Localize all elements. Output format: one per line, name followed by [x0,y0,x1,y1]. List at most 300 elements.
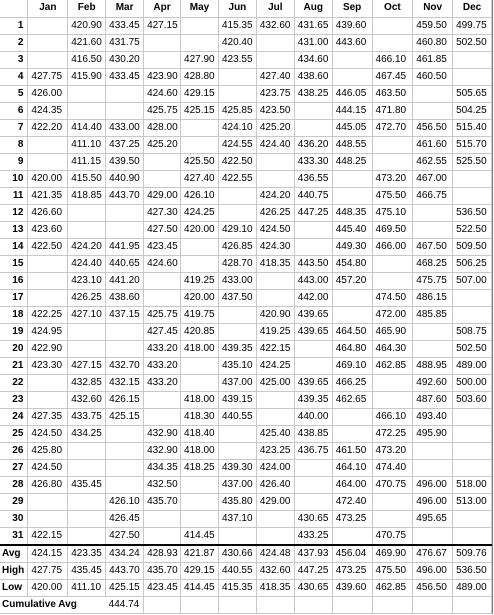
price-cell[interactable]: 496.00 [413,493,453,510]
price-cell[interactable]: 464.10 [332,459,372,476]
price-cell[interactable]: 469.50 [372,221,413,238]
price-cell[interactable]: 425.20 [256,119,294,136]
price-cell[interactable] [68,527,106,545]
price-cell[interactable]: 464.30 [372,340,413,357]
price-cell[interactable]: 427.35 [28,408,68,425]
price-cell[interactable] [372,510,413,527]
price-cell[interactable]: 418.25 [181,459,219,476]
summary-cell[interactable]: 475.50 [372,562,413,579]
price-cell[interactable]: 427.75 [28,68,68,85]
price-cell[interactable] [106,340,144,357]
price-cell[interactable] [106,221,144,238]
price-cell[interactable] [256,153,294,170]
price-cell[interactable]: 433.45 [106,17,144,34]
price-cell[interactable]: 462.65 [332,391,372,408]
price-cell[interactable]: 473.20 [372,170,413,187]
price-cell[interactable]: 414.45 [181,527,219,545]
price-cell[interactable]: 425.75 [144,306,181,323]
price-cell[interactable] [144,408,181,425]
price-cell[interactable]: 435.70 [144,493,181,510]
price-cell[interactable]: 433.20 [144,340,181,357]
summary-cell[interactable]: 536.50 [453,562,492,579]
price-cell[interactable]: 422.15 [28,527,68,545]
price-cell[interactable]: 423.50 [256,102,294,119]
price-cell[interactable] [106,85,144,102]
price-cell[interactable]: 469.10 [332,357,372,374]
price-cell[interactable]: 461.50 [332,442,372,459]
price-cell[interactable]: 429.00 [256,493,294,510]
price-cell[interactable]: 423.10 [68,272,106,289]
price-cell[interactable] [218,425,256,442]
price-cell[interactable]: 434.25 [68,425,106,442]
price-cell[interactable] [453,527,492,545]
price-cell[interactable]: 439.35 [218,340,256,357]
price-cell[interactable] [413,340,453,357]
price-cell[interactable] [68,221,106,238]
price-cell[interactable] [332,187,372,204]
price-cell[interactable]: 421.60 [68,34,106,51]
price-cell[interactable] [453,187,492,204]
price-cell[interactable]: 440.75 [294,187,332,204]
price-cell[interactable]: 431.00 [294,34,332,51]
price-cell[interactable] [144,170,181,187]
price-cell[interactable]: 418.85 [68,187,106,204]
price-cell[interactable]: 471.80 [372,102,413,119]
summary-cell[interactable]: 434.24 [106,545,144,563]
price-cell[interactable] [181,238,219,255]
price-cell[interactable]: 427.15 [144,17,181,34]
price-cell[interactable]: 460.80 [413,34,453,51]
summary-cell[interactable]: 430.66 [218,545,256,563]
price-cell[interactable]: 424.25 [256,357,294,374]
price-cell[interactable]: 456.50 [413,119,453,136]
price-cell[interactable] [256,170,294,187]
price-cell[interactable]: 411.10 [68,136,106,153]
price-cell[interactable]: 437.50 [218,289,256,306]
summary-cell[interactable]: 456.04 [332,545,372,563]
price-cell[interactable]: 492.60 [413,374,453,391]
summary-cell[interactable]: 418.35 [256,579,294,596]
price-cell[interactable] [372,34,413,51]
price-cell[interactable]: 422.90 [28,340,68,357]
price-cell[interactable]: 426.00 [28,85,68,102]
price-cell[interactable] [294,238,332,255]
price-cell[interactable] [332,289,372,306]
price-cell[interactable]: 442.00 [294,289,332,306]
price-cell[interactable]: 502.50 [453,34,492,51]
price-cell[interactable] [294,493,332,510]
summary-cell[interactable]: 439.60 [332,579,372,596]
price-cell[interactable]: 426.15 [106,391,144,408]
price-cell[interactable]: 488.95 [413,357,453,374]
price-cell[interactable] [372,493,413,510]
price-cell[interactable] [332,408,372,425]
price-cell[interactable] [28,51,68,68]
column-header-sep[interactable]: Sep [332,0,372,17]
price-cell[interactable]: 441.20 [106,272,144,289]
price-cell[interactable]: 444.15 [332,102,372,119]
price-cell[interactable]: 422.50 [28,238,68,255]
empty-cell[interactable] [144,596,181,613]
summary-cell[interactable]: 430.65 [294,579,332,596]
price-cell[interactable]: 466.75 [413,187,453,204]
price-cell[interactable] [413,221,453,238]
price-cell[interactable]: 432.90 [144,425,181,442]
price-cell[interactable] [68,459,106,476]
summary-cell[interactable]: 443.70 [106,562,144,579]
price-cell[interactable]: 500.00 [453,374,492,391]
price-cell[interactable] [453,170,492,187]
price-cell[interactable]: 436.75 [294,442,332,459]
price-cell[interactable]: 518.00 [453,476,492,493]
price-cell[interactable]: 422.25 [28,306,68,323]
column-header-apr[interactable]: Apr [144,0,181,17]
price-cell[interactable]: 472.40 [332,493,372,510]
price-cell[interactable]: 426.25 [256,204,294,221]
price-cell[interactable]: 418.30 [181,408,219,425]
price-cell[interactable]: 423.90 [144,68,181,85]
price-cell[interactable]: 433.30 [294,153,332,170]
summary-cell[interactable]: 424.15 [28,545,68,563]
price-cell[interactable]: 433.20 [144,357,181,374]
price-cell[interactable]: 468.25 [413,255,453,272]
price-cell[interactable] [218,323,256,340]
summary-cell[interactable]: 447.25 [294,562,332,579]
price-cell[interactable] [28,289,68,306]
price-cell[interactable]: 424.50 [28,459,68,476]
price-cell[interactable]: 475.75 [413,272,453,289]
empty-cell[interactable] [453,596,492,613]
price-cell[interactable] [372,391,413,408]
price-cell[interactable]: 448.25 [332,153,372,170]
price-cell[interactable]: 434.60 [294,51,332,68]
price-cell[interactable]: 424.55 [218,136,256,153]
price-cell[interactable]: 426.40 [256,476,294,493]
price-cell[interactable] [28,17,68,34]
price-cell[interactable]: 462.55 [413,153,453,170]
column-header-feb[interactable]: Feb [68,0,106,17]
price-cell[interactable] [68,442,106,459]
price-cell[interactable] [413,459,453,476]
price-cell[interactable]: 439.35 [294,391,332,408]
price-cell[interactable] [372,255,413,272]
price-cell[interactable]: 464.80 [332,340,372,357]
price-cell[interactable]: 475.50 [372,187,413,204]
price-cell[interactable]: 447.25 [294,204,332,221]
price-cell[interactable]: 425.80 [28,442,68,459]
price-cell[interactable]: 429.00 [144,187,181,204]
price-cell[interactable] [256,272,294,289]
summary-cell[interactable]: 411.10 [68,579,106,596]
summary-cell[interactable]: 437.93 [294,545,332,563]
price-cell[interactable]: 470.75 [372,527,413,545]
price-cell[interactable] [144,153,181,170]
price-cell[interactable]: 419.75 [181,306,219,323]
price-cell[interactable]: 433.45 [106,68,144,85]
price-cell[interactable]: 433.20 [144,374,181,391]
price-cell[interactable] [144,289,181,306]
column-header-dec[interactable]: Dec [453,0,492,17]
price-cell[interactable]: 446.05 [332,85,372,102]
price-cell[interactable] [413,442,453,459]
summary-cell[interactable]: 462.85 [372,579,413,596]
price-cell[interactable] [28,136,68,153]
price-cell[interactable]: 415.50 [68,170,106,187]
price-cell[interactable]: 525.50 [453,153,492,170]
price-cell[interactable]: 503.60 [453,391,492,408]
price-cell[interactable]: 425.20 [144,136,181,153]
price-cell[interactable]: 418.40 [181,425,219,442]
price-cell[interactable]: 433.25 [294,527,332,545]
price-cell[interactable]: 457.20 [332,272,372,289]
price-cell[interactable]: 441.95 [106,238,144,255]
price-cell[interactable]: 440.00 [294,408,332,425]
price-cell[interactable]: 467.45 [372,68,413,85]
price-cell[interactable] [28,255,68,272]
price-cell[interactable] [453,289,492,306]
price-cell[interactable]: 432.60 [256,17,294,34]
price-cell[interactable]: 474.50 [372,289,413,306]
price-cell[interactable]: 507.00 [453,272,492,289]
column-header-nov[interactable]: Nov [413,0,453,17]
price-cell[interactable]: 496.00 [413,476,453,493]
price-cell[interactable] [28,34,68,51]
summary-cell[interactable]: 423.45 [144,579,181,596]
price-cell[interactable] [453,425,492,442]
price-cell[interactable]: 420.00 [28,170,68,187]
price-cell[interactable]: 424.60 [144,255,181,272]
price-cell[interactable]: 427.30 [144,204,181,221]
price-cell[interactable]: 515.40 [453,119,492,136]
price-cell[interactable] [413,85,453,102]
price-cell[interactable] [106,476,144,493]
price-cell[interactable]: 426.80 [28,476,68,493]
price-cell[interactable]: 427.15 [68,357,106,374]
price-cell[interactable]: 502.50 [453,340,492,357]
price-cell[interactable]: 428.80 [181,68,219,85]
price-cell[interactable] [256,408,294,425]
price-cell[interactable] [332,51,372,68]
price-cell[interactable] [181,34,219,51]
price-cell[interactable]: 419.25 [181,272,219,289]
price-cell[interactable]: 499.75 [453,17,492,34]
price-cell[interactable] [332,306,372,323]
price-cell[interactable] [453,459,492,476]
summary-cell[interactable]: 435.70 [144,562,181,579]
price-cell[interactable] [181,357,219,374]
price-cell[interactable]: 426.10 [181,187,219,204]
price-cell[interactable]: 445.05 [332,119,372,136]
summary-cell[interactable]: 423.35 [68,545,106,563]
price-cell[interactable] [256,510,294,527]
price-cell[interactable] [256,51,294,68]
price-cell[interactable]: 448.35 [332,204,372,221]
price-cell[interactable]: 420.90 [256,306,294,323]
price-cell[interactable] [413,527,453,545]
price-cell[interactable]: 443.00 [294,272,332,289]
price-cell[interactable]: 418.00 [181,442,219,459]
price-cell[interactable]: 430.20 [106,51,144,68]
price-cell[interactable] [144,34,181,51]
price-cell[interactable]: 440.65 [106,255,144,272]
price-cell[interactable]: 443.70 [106,187,144,204]
summary-cell[interactable]: 440.55 [218,562,256,579]
price-cell[interactable]: 422.20 [28,119,68,136]
cumulative-value[interactable]: 444.74 [106,596,144,613]
price-cell[interactable]: 486.15 [413,289,453,306]
empty-cell[interactable] [218,596,256,613]
price-cell[interactable]: 428.70 [218,255,256,272]
price-cell[interactable] [28,391,68,408]
price-cell[interactable]: 414.40 [68,119,106,136]
price-cell[interactable]: 424.20 [256,187,294,204]
summary-cell[interactable]: 456.50 [413,579,453,596]
summary-cell[interactable]: 428.93 [144,545,181,563]
price-cell[interactable]: 489.00 [453,357,492,374]
price-cell[interactable]: 448.55 [332,136,372,153]
price-cell[interactable] [181,374,219,391]
price-cell[interactable]: 437.25 [106,136,144,153]
price-cell[interactable]: 432.85 [68,374,106,391]
column-header-oct[interactable]: Oct [372,0,413,17]
price-cell[interactable]: 432.90 [144,442,181,459]
summary-cell[interactable]: 435.45 [68,562,106,579]
price-cell[interactable]: 474.40 [372,459,413,476]
price-cell[interactable]: 418.00 [181,340,219,357]
price-cell[interactable] [106,102,144,119]
price-cell[interactable]: 418.35 [256,255,294,272]
price-cell[interactable]: 429.10 [218,221,256,238]
price-cell[interactable]: 429.15 [181,85,219,102]
price-cell[interactable] [413,323,453,340]
price-cell[interactable]: 424.35 [28,102,68,119]
price-cell[interactable]: 420.85 [181,323,219,340]
price-cell[interactable]: 419.25 [256,323,294,340]
price-cell[interactable]: 427.40 [181,170,219,187]
price-cell[interactable]: 435.80 [218,493,256,510]
price-cell[interactable]: 504.25 [453,102,492,119]
summary-cell[interactable]: 473.25 [332,562,372,579]
empty-cell[interactable] [372,596,413,613]
price-cell[interactable] [181,136,219,153]
price-cell[interactable]: 464.00 [332,476,372,493]
price-cell[interactable]: 428.00 [144,119,181,136]
price-cell[interactable]: 493.40 [413,408,453,425]
price-cell[interactable]: 485.85 [413,306,453,323]
price-cell[interactable] [372,374,413,391]
price-cell[interactable]: 426.60 [28,204,68,221]
price-cell[interactable]: 506.25 [453,255,492,272]
summary-cell[interactable]: 432.60 [256,562,294,579]
price-cell[interactable]: 487.60 [413,391,453,408]
price-cell[interactable]: 461.60 [413,136,453,153]
price-cell[interactable]: 508.75 [453,323,492,340]
price-cell[interactable] [256,391,294,408]
price-cell[interactable]: 424.60 [144,85,181,102]
price-cell[interactable]: 473.20 [372,442,413,459]
price-cell[interactable] [218,306,256,323]
price-cell[interactable]: 435.45 [68,476,106,493]
price-cell[interactable]: 427.50 [144,221,181,238]
price-cell[interactable] [453,408,492,425]
price-cell[interactable] [144,391,181,408]
price-cell[interactable]: 423.25 [256,442,294,459]
price-cell[interactable]: 462.85 [372,357,413,374]
price-cell[interactable]: 431.75 [106,34,144,51]
price-cell[interactable] [453,442,492,459]
price-cell[interactable]: 464.50 [332,323,372,340]
price-cell[interactable]: 411.15 [68,153,106,170]
price-cell[interactable] [181,17,219,34]
price-cell[interactable] [218,68,256,85]
price-cell[interactable] [28,272,68,289]
price-cell[interactable] [372,272,413,289]
price-cell[interactable] [332,68,372,85]
price-cell[interactable] [218,527,256,545]
price-cell[interactable] [106,204,144,221]
price-cell[interactable]: 427.90 [181,51,219,68]
price-cell[interactable]: 430.65 [294,510,332,527]
price-cell[interactable]: 466.10 [372,51,413,68]
price-cell[interactable]: 465.90 [372,323,413,340]
price-cell[interactable]: 461.85 [413,51,453,68]
price-cell[interactable]: 439.60 [332,17,372,34]
price-cell[interactable]: 424.40 [68,255,106,272]
price-cell[interactable] [372,136,413,153]
price-cell[interactable]: 433.00 [106,119,144,136]
price-cell[interactable]: 415.90 [68,68,106,85]
price-cell[interactable]: 443.60 [332,34,372,51]
price-cell[interactable]: 439.65 [294,306,332,323]
price-cell[interactable] [181,476,219,493]
price-cell[interactable] [294,476,332,493]
price-cell[interactable]: 435.10 [218,357,256,374]
price-cell[interactable] [218,442,256,459]
price-cell[interactable]: 432.15 [106,374,144,391]
price-cell[interactable]: 425.85 [218,102,256,119]
price-cell[interactable] [68,102,106,119]
price-cell[interactable] [106,442,144,459]
empty-cell[interactable] [181,596,219,613]
price-cell[interactable] [144,51,181,68]
price-cell[interactable]: 438.60 [294,68,332,85]
price-cell[interactable] [144,272,181,289]
price-cell[interactable]: 424.20 [68,238,106,255]
price-cell[interactable] [106,425,144,442]
price-cell[interactable]: 420.00 [181,221,219,238]
price-cell[interactable]: 438.25 [294,85,332,102]
price-cell[interactable] [294,119,332,136]
summary-cell[interactable]: 509.76 [453,545,492,563]
price-cell[interactable] [453,68,492,85]
price-cell[interactable] [218,187,256,204]
price-cell[interactable]: 437.00 [218,374,256,391]
price-cell[interactable]: 438.60 [106,289,144,306]
price-cell[interactable]: 423.60 [28,221,68,238]
price-cell[interactable]: 467.50 [413,238,453,255]
price-cell[interactable] [68,340,106,357]
summary-cell[interactable]: 425.15 [106,579,144,596]
price-cell[interactable]: 427.45 [144,323,181,340]
summary-cell[interactable]: 427.75 [28,562,68,579]
price-cell[interactable]: 439.15 [218,391,256,408]
price-cell[interactable]: 423.45 [144,238,181,255]
price-cell[interactable]: 422.50 [218,153,256,170]
price-cell[interactable] [294,357,332,374]
price-cell[interactable]: 426.85 [218,238,256,255]
price-cell[interactable]: 505.65 [453,85,492,102]
price-cell[interactable]: 472.25 [372,425,413,442]
